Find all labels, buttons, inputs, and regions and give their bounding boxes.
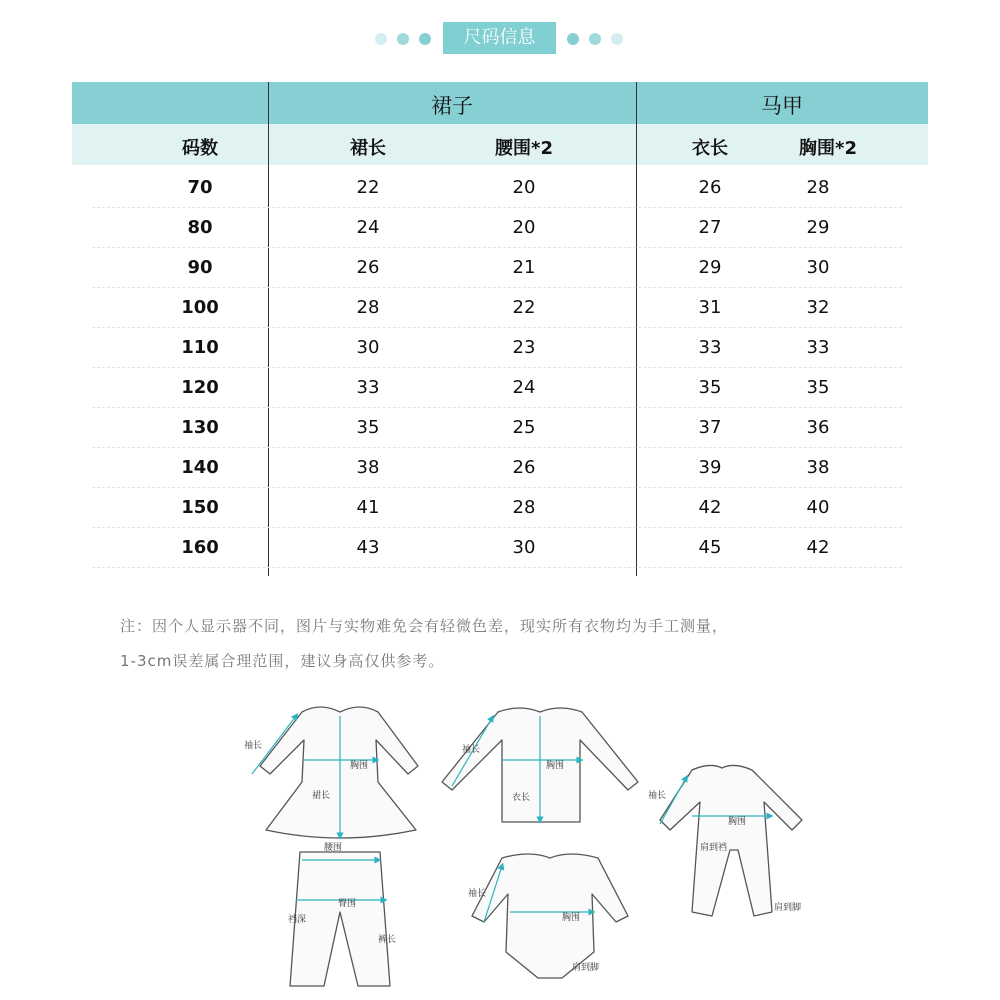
table-cell: 26 — [356, 257, 380, 278]
romper-icon — [660, 765, 802, 916]
size-cell: 90 — [187, 257, 213, 278]
decor-dot — [419, 33, 431, 45]
column-divider — [268, 82, 269, 576]
dress-chest-label: 胸围 — [350, 761, 369, 771]
dress-length-label: 裙长 — [312, 791, 331, 801]
bodysuit-icon — [472, 854, 628, 978]
table-cell: 39 — [698, 457, 722, 478]
table-cell: 28 — [806, 177, 830, 198]
row-separator — [92, 287, 902, 288]
decor-dot — [567, 33, 579, 45]
table-cell: 27 — [698, 217, 722, 238]
table-cell: 28 — [512, 497, 536, 518]
table-cell: 33 — [698, 337, 722, 358]
column-header-size: 码数 — [182, 138, 218, 159]
table-cell: 42 — [806, 537, 830, 558]
size-cell: 80 — [187, 217, 213, 238]
bodysuit-sleeve-label: 袖长 — [468, 889, 487, 899]
pants-rise-label: 裆深 — [288, 915, 307, 925]
decor-dot — [589, 33, 601, 45]
size-cell: 70 — [187, 177, 213, 198]
note-line-1: 注：因个人显示器不同，图片与实物难免会有轻微色差，现实所有衣物均为手工测量， — [120, 617, 729, 635]
table-cell: 32 — [806, 297, 830, 318]
table-cell: 36 — [806, 417, 830, 438]
table-cell: 20 — [512, 217, 536, 238]
table-cell: 22 — [356, 177, 380, 198]
column-header-top-length: 衣长 — [692, 138, 728, 159]
column-header-skirt-length: 裙长 — [350, 138, 386, 159]
decor-dot — [611, 33, 623, 45]
table-cell: 35 — [356, 417, 380, 438]
table-cell: 37 — [698, 417, 722, 438]
romper-crotch-label: 肩到裆 — [700, 843, 728, 853]
pants-length-label: 裤长 — [378, 935, 397, 945]
table-cell: 23 — [512, 337, 536, 358]
table-cell: 20 — [512, 177, 536, 198]
size-cell: 140 — [181, 457, 219, 478]
row-separator — [92, 567, 902, 568]
row-separator — [92, 487, 902, 488]
group-header-skirt: 裙子 — [431, 94, 473, 118]
table-cell: 35 — [698, 377, 722, 398]
table-cell: 21 — [512, 257, 536, 278]
column-header-chest: 胸围*2 — [799, 138, 857, 159]
dress-icon — [260, 707, 418, 838]
size-cell: 160 — [181, 537, 219, 558]
table-cell: 25 — [512, 417, 536, 438]
size-cell: 150 — [181, 497, 219, 518]
table-cell: 30 — [806, 257, 830, 278]
table-cell: 29 — [698, 257, 722, 278]
table-cell: 35 — [806, 377, 830, 398]
row-separator — [92, 447, 902, 448]
romper-chest-label: 胸围 — [728, 817, 747, 827]
measurement-diagram — [240, 690, 820, 990]
table-cell: 30 — [356, 337, 380, 358]
column-divider — [636, 82, 637, 576]
romper-sleeve-label: 袖长 — [648, 791, 667, 801]
table-cell: 40 — [806, 497, 830, 518]
page-title: 尺码信息 — [443, 22, 556, 54]
table-cell: 41 — [356, 497, 380, 518]
size-cell: 100 — [181, 297, 219, 318]
row-separator — [92, 527, 902, 528]
table-cell: 45 — [698, 537, 722, 558]
row-separator — [92, 367, 902, 368]
table-cell: 38 — [356, 457, 380, 478]
table-cell: 26 — [512, 457, 536, 478]
table-cell: 24 — [356, 217, 380, 238]
size-cell: 120 — [181, 377, 219, 398]
table-cell: 38 — [806, 457, 830, 478]
title-banner — [0, 22, 1000, 56]
bodysuit-chest-label: 胸围 — [562, 913, 581, 923]
table-cell: 29 — [806, 217, 830, 238]
table-cell: 26 — [698, 177, 722, 198]
table-cell: 22 — [512, 297, 536, 318]
table-cell: 42 — [698, 497, 722, 518]
decor-dot — [397, 33, 409, 45]
group-header-vest: 马甲 — [761, 94, 803, 118]
table-cell: 33 — [356, 377, 380, 398]
column-header-waist: 腰围*2 — [495, 138, 553, 159]
pants-waist-label: 腰围 — [324, 843, 343, 853]
table-cell: 43 — [356, 537, 380, 558]
size-cell: 110 — [181, 337, 219, 358]
table-cell: 30 — [512, 537, 536, 558]
row-separator — [92, 327, 902, 328]
decor-dot — [375, 33, 387, 45]
table-cell: 28 — [356, 297, 380, 318]
row-separator — [92, 407, 902, 408]
top-sleeve-label: 袖长 — [462, 745, 481, 755]
romper-foot-label: 肩到脚 — [774, 903, 802, 913]
top-length-label: 衣长 — [512, 793, 531, 803]
row-separator — [92, 207, 902, 208]
size-cell: 130 — [181, 417, 219, 438]
table-cell: 24 — [512, 377, 536, 398]
note-line-2: 1-3cm误差属合理范围，建议身高仅供参考。 — [120, 652, 445, 670]
bodysuit-foot-label: 肩到脚 — [572, 963, 600, 973]
table-cell: 31 — [698, 297, 722, 318]
dress-sleeve-label: 袖长 — [244, 741, 263, 751]
row-separator — [92, 247, 902, 248]
table-cell: 33 — [806, 337, 830, 358]
pants-hip-label: 臀围 — [338, 899, 357, 909]
top-chest-label: 胸围 — [546, 761, 565, 771]
